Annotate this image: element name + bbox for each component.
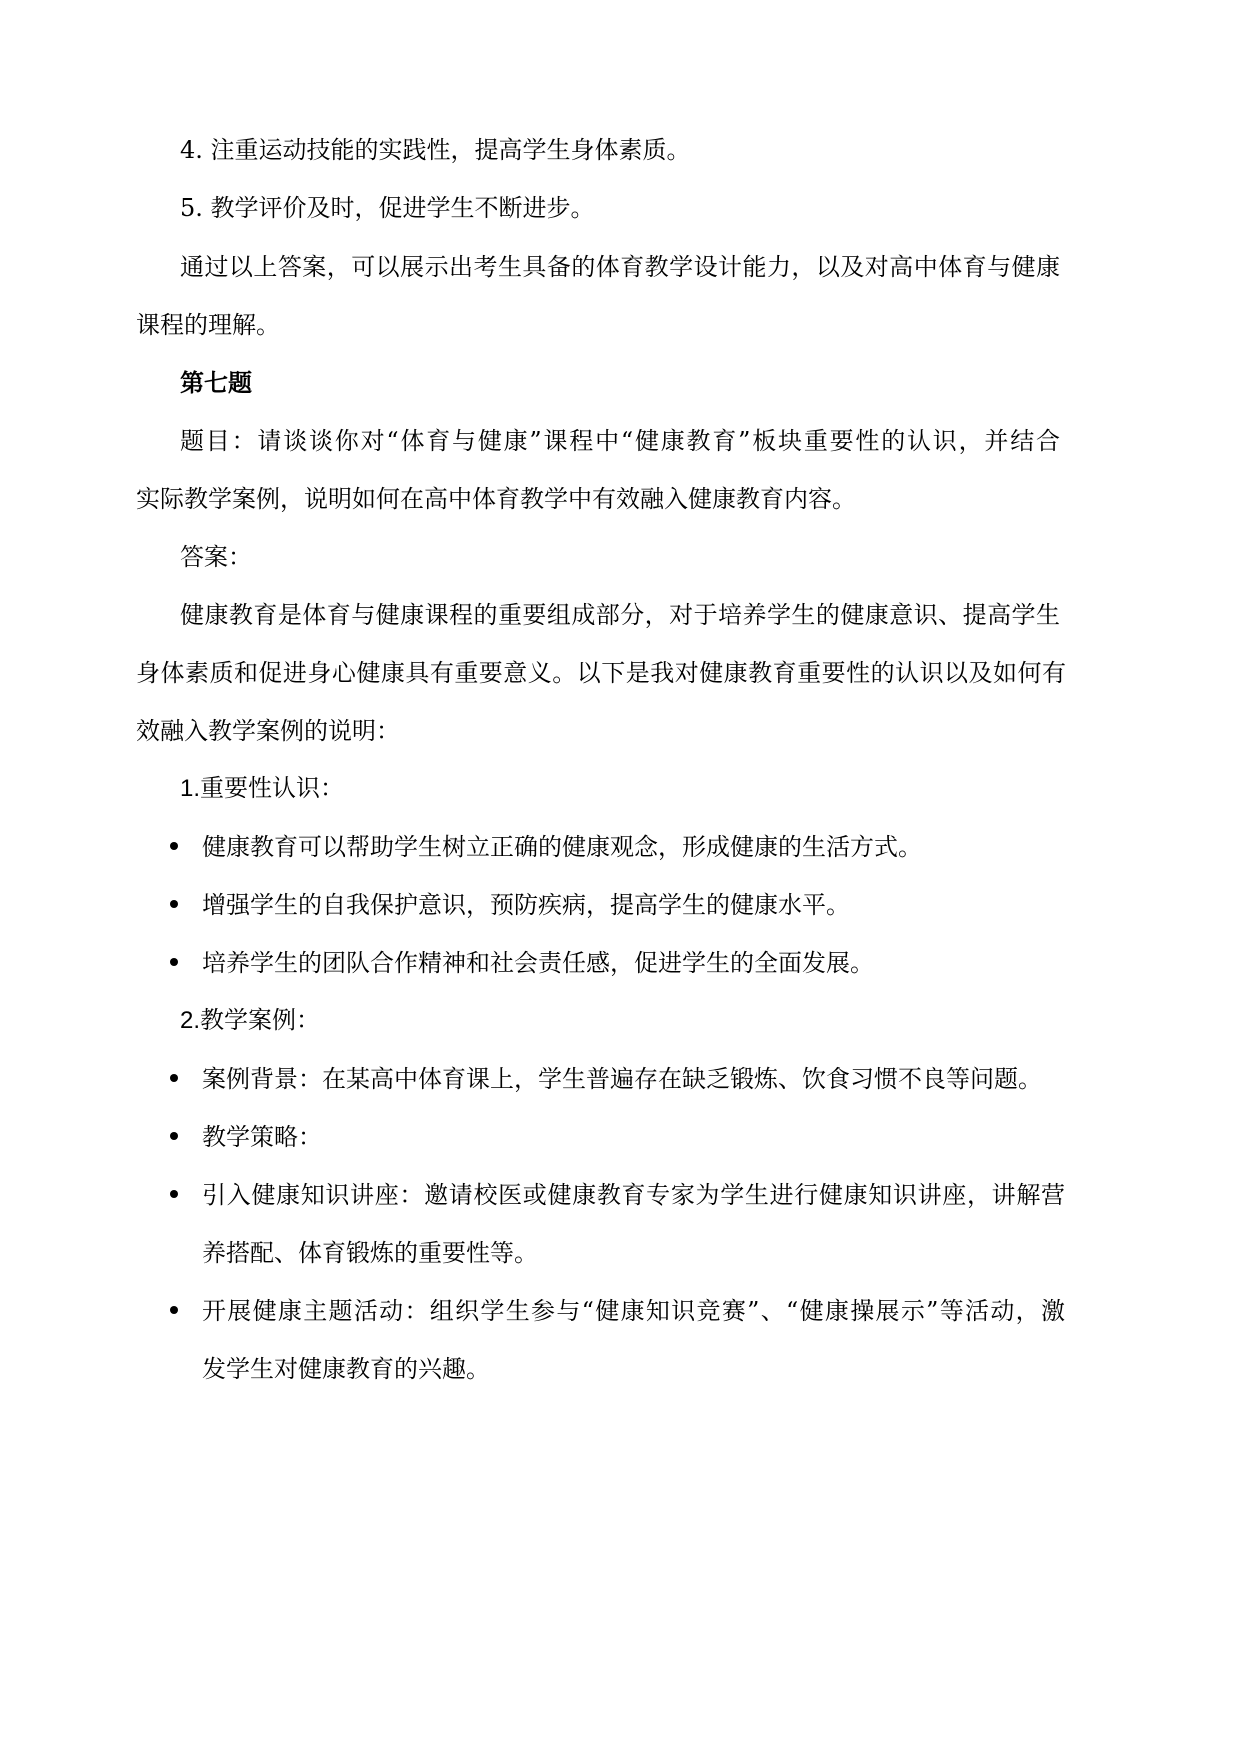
question-line-1: 题目：请谈谈你对“体育与健康”课程中“健康教育”板块重要性的认识，并结合 [180, 427, 1060, 455]
list-item: 健康教育可以帮助学生树立正确的健康观念，形成健康的生活方式。 [202, 833, 922, 861]
bullet-icon [170, 842, 178, 850]
question-line-2: 实际教学案例，说明如何在高中体育教学中有效融入健康教育内容。 [136, 485, 856, 513]
bullet-icon [170, 1132, 178, 1140]
intro-line-3: 效融入教学案例的说明： [136, 717, 400, 745]
bullet-icon [170, 900, 178, 908]
intro-line-1: 健康教育是体育与健康课程的重要组成部分，对于培养学生的健康意识、提高学生 [180, 601, 1060, 629]
paragraph-point-4: 4. 注重运动技能的实践性，提高学生身体素质。 [180, 136, 691, 164]
bullet-icon [170, 1190, 178, 1198]
section-heading: 第七题 [180, 369, 252, 397]
paragraph-point-5: 5. 教学评价及时，促进学生不断进步。 [180, 194, 595, 222]
section-2-label: 2.教学案例： [180, 1007, 321, 1034]
case-background: 案例背景：在某高中体育课上，学生普遍存在缺乏锻炼、饮食习惯不良等问题。 [202, 1065, 1042, 1093]
list-item: 培养学生的团队合作精神和社会责任感，促进学生的全面发展。 [202, 949, 874, 977]
bullet-icon [170, 1074, 178, 1082]
bullet-icon [170, 958, 178, 966]
strategy-1-line-2: 养搭配、体育锻炼的重要性等。 [202, 1239, 538, 1267]
strategy-2-line-1: 开展健康主题活动：组织学生参与“健康知识竞赛”、“健康操展示”等活动，激 [202, 1297, 1065, 1325]
section-1-label: 1.重要性认识： [180, 775, 345, 802]
answer-label: 答案： [180, 543, 252, 571]
list-item: 增强学生的自我保护意识，预防疾病，提高学生的健康水平。 [202, 891, 850, 919]
intro-line-2: 身体素质和促进身心健康具有重要意义。以下是我对健康教育重要性的认识以及如何有 [136, 659, 1066, 687]
strategy-2-line-2: 发学生对健康教育的兴趣。 [202, 1355, 490, 1383]
strategy-1-line-1: 引入健康知识讲座：邀请校医或健康教育专家为学生进行健康知识讲座，讲解营 [202, 1181, 1065, 1209]
strategy-label: 教学策略： [202, 1123, 322, 1151]
summary-line-1: 通过以上答案，可以展示出考生具备的体育教学设计能力，以及对高中体育与健康 [180, 253, 1060, 281]
summary-line-2: 课程的理解。 [136, 311, 280, 339]
bullet-icon [170, 1306, 178, 1314]
